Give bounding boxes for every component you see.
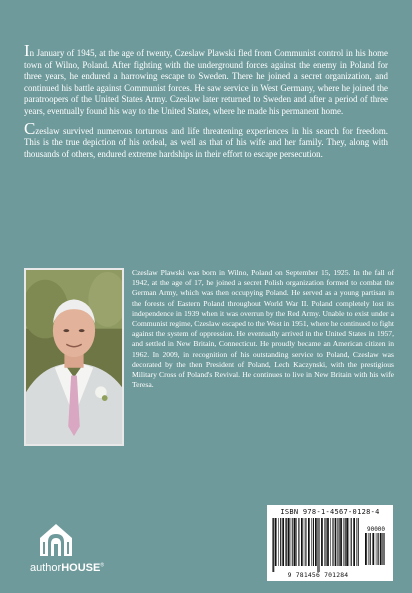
publisher-name-part1: author (30, 562, 62, 574)
barcode-row (272, 518, 388, 572)
author-portrait-image (26, 270, 122, 444)
addon-barcode (365, 526, 387, 572)
barcode-bar (317, 518, 318, 572)
barcode-bar (349, 518, 350, 566)
publisher-name (30, 562, 104, 574)
addon-barcode-icon (365, 533, 387, 571)
barcode-bar (330, 518, 331, 566)
barcode-bar (292, 518, 293, 566)
registered-mark: ® (100, 562, 105, 569)
barcode-bar (382, 533, 383, 565)
barcode-bar (378, 533, 379, 565)
barcode-bar (332, 518, 333, 566)
barcode-bar (383, 533, 384, 565)
barcode-bar (356, 518, 357, 566)
barcode-bar (337, 518, 338, 566)
barcode-bar (305, 518, 306, 566)
barcode-bar (311, 518, 312, 566)
author-bio-text: Czeslaw Plawski was born in Wilno, Poland on September 15, 1925. In the fall of 1942, at the age of 17, he joined a secret Polish organization formed to combat the German Army, which was then occupying Poland. He served as a young partisan in the forests of Eastern Poland throughout World War II. Poland completely lost its independence in 1939 when it was overrun by the Red Army. Unable to exist under a Communist regime, Czeslaw escaped to the West in 1951, where he continued to fight against the system of oppression. He eventually arrived in the United States in 1957, and settled in New Britain, Connecticut. He proudly became an American citizen in 1962. In 2009, in recognition of his outstanding service to Poland, Czeslaw was decorated by the then President of Poland, Lech Kaczynski, with the prestigious Military Cross of Poland's Revival. He continues to live in New Britain with his wife Teresa. (132, 268, 394, 390)
barcode-bar (380, 533, 382, 565)
barcode-bar (325, 518, 326, 566)
barcode-bar (321, 518, 323, 566)
barcode-bar (280, 518, 281, 566)
barcode-bar (358, 518, 359, 566)
barcode-bar (318, 518, 319, 572)
author-photo (24, 268, 124, 446)
barcode-bar (353, 518, 355, 566)
barcode-bar (368, 533, 369, 565)
barcode-bar (278, 518, 279, 566)
barcode-bar (340, 518, 342, 566)
barcode-bar (288, 518, 290, 566)
barcode-bar (285, 518, 286, 566)
barcode-bar (294, 518, 296, 566)
barcode-bar (286, 518, 287, 566)
barcode-bar (272, 518, 273, 572)
barcode-bar (275, 518, 277, 566)
barcode-bar (372, 533, 374, 565)
barcode-bar (324, 518, 325, 566)
barcode-bar (298, 518, 299, 566)
barcode-bar (315, 518, 317, 566)
isbn-barcode (267, 505, 393, 581)
barcode-bar (351, 518, 352, 566)
ean-digits: 9 781456 701284 (287, 571, 349, 579)
barcode-bar (282, 518, 284, 566)
barcode-bar (304, 518, 305, 566)
intro-paragraph-2-text: zeslaw survived numerous torturous and life threatening experiences in his search for freedom. This is the true depiction of his ordeal, as well as that of his wife and her family. They, along with thousands of others, endured extreme hardships in their effort to escape persecution. (24, 125, 388, 159)
isbn-label: ISBN 978-1-4567-0128-4 (280, 508, 380, 516)
dropcap-2: C (24, 118, 36, 138)
house-arch-logo-icon (38, 522, 74, 556)
author-bio (132, 268, 394, 390)
publisher-logo (30, 522, 140, 582)
barcode-bar (327, 518, 329, 566)
barcode-bar (345, 518, 346, 566)
intro-paragraph-2 (24, 118, 388, 161)
intro-paragraph-1-text: n January of 1945, at the age of twenty, Czeslaw Plawski fled from Communist control in his home town of Wilno, Poland. After fighting with the underground forces against the enemy in Poland for three years, he endured a harrowing escape to Sweden. There he joined a secret organization, and continued his battle against Communist forces. He saw service in West Germany, where he joined the paratroopers of the United States Army. Czeslaw later returned to Sweden and after a period of three years, eventually found his way to the United States, where he made his permanent home. (24, 48, 388, 116)
barcode-bar (313, 518, 314, 566)
barcode-bar (273, 518, 274, 572)
barcode-bar (376, 533, 377, 565)
barcode-bar (335, 518, 337, 566)
intro-text (24, 41, 388, 166)
barcode-bar (370, 533, 371, 565)
barcode-bar (308, 518, 310, 566)
barcode-bar (365, 533, 367, 565)
barcode-bar (343, 518, 344, 566)
publisher-name-part2: HOUSE (61, 562, 101, 574)
barcode-bar (301, 518, 303, 566)
barcode-bar (291, 518, 292, 566)
intro-paragraph-1 (24, 41, 388, 118)
ean13-barcode-icon (272, 518, 362, 572)
barcode-bar (339, 518, 340, 566)
barcode-bar (346, 518, 348, 566)
dropcap-1: I (24, 41, 30, 60)
barcode-bar (296, 518, 297, 566)
addon-digits: 90000 (366, 526, 386, 533)
